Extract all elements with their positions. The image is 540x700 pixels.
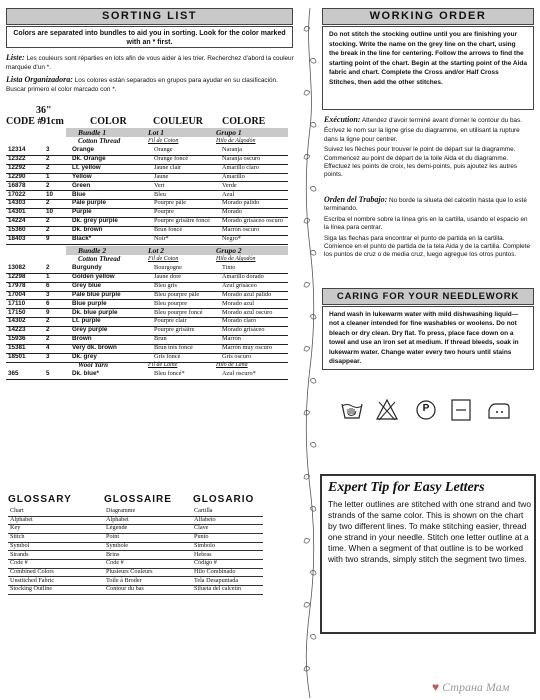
code-cell: 18403	[8, 235, 26, 242]
hand-wash-icon	[340, 398, 364, 422]
code-cell: 17110	[8, 299, 26, 307]
vine-leaf	[304, 410, 310, 415]
color-fr-cell: Vert	[154, 181, 165, 189]
skeins-cell: 2	[46, 199, 50, 207]
code-cell: 13082	[8, 264, 26, 271]
vine-leaf	[310, 314, 316, 319]
color-en-cell: Dk. blue*	[72, 370, 99, 377]
color-es-cell: Amarillo claro	[222, 163, 259, 171]
skeins-cell: 9	[46, 235, 50, 242]
thread-1-fr: Fil de Coton	[148, 138, 179, 144]
dry-clean-letter: P	[422, 403, 430, 414]
skeins-cell: 4	[46, 344, 50, 352]
color-en-cell: Pale purple	[72, 199, 106, 207]
glossary-table	[8, 507, 263, 597]
color-fr-cell: Brun	[154, 335, 167, 343]
color-en-cell: Orange	[72, 146, 95, 153]
bundle-2-header	[66, 246, 288, 255]
bundle-2-fr: Lot 2	[148, 246, 165, 255]
glossary-fr-cell: Alphabet	[106, 515, 129, 523]
skeins-cell: 3	[46, 290, 50, 298]
color-fr-cell: Bleu gris	[154, 281, 177, 289]
glossary-en-cell: Code #	[10, 559, 28, 567]
glossary-es-cell: Cartilla	[194, 507, 213, 514]
watermark-heart-icon: ♥	[432, 680, 440, 694]
bundle-2-en: Bundle 2	[78, 246, 107, 255]
color-en-cell: Blue	[72, 190, 86, 198]
color-es-cell: Azul	[222, 190, 235, 198]
color-es-cell: Amarillo dorado	[222, 272, 264, 280]
color-fr-cell: Jaune clair	[154, 163, 182, 171]
color-fr-cell: Bleu pourpre foncé	[154, 308, 203, 316]
thread-1-en: Cotton Thread	[78, 137, 121, 145]
expert-tip-text: The letter outlines are stitched with one strand and two strands of the same color. This is shown on the chart by two different lines. To make stitching easier, thread one strand in your needle. Stitch one letter outline at a time. When a segment of that outline is to be worked with two strands, simply stitch the segment two times.	[328, 499, 531, 564]
color-es-cell: Naranja oscuro	[222, 154, 261, 162]
skeins-cell: 2	[46, 163, 50, 171]
glossary-row	[8, 585, 263, 595]
color-en-cell: Very dk. brown	[72, 344, 117, 352]
vine-leaf	[310, 506, 316, 511]
color-en-cell: Black*	[72, 235, 92, 242]
color-fr-cell: Orange foncé	[154, 154, 189, 162]
bundle-2-es: Grupo 2	[216, 246, 242, 255]
watermark-text: Страна Мам	[442, 680, 510, 694]
glossary-es-cell: Código #	[194, 559, 217, 567]
sorting-intro: Colors are separated into bundles to aid you in sorting. Look for the color marked with an * first.	[6, 26, 293, 48]
skeins-cell: 2	[46, 326, 50, 334]
vine-leaf	[304, 538, 310, 543]
color-en-cell: Burgundy	[72, 264, 102, 271]
color-fr-cell: Bleu	[154, 190, 166, 198]
skeins-cell: 2	[46, 226, 50, 234]
code-cell: 14223	[8, 326, 26, 334]
color-en-cell: Blue purple	[72, 299, 107, 307]
col-couleur: COULEUR	[153, 116, 204, 127]
sorting-spanish-note: Lista Organizadora: Los colores están separados en grupos para ayudar en su clasificación. Buscar primero el color marcado con *.	[6, 75, 278, 93]
color-fr-cell: Gris foncé	[154, 353, 181, 360]
code-cell: 14302	[8, 317, 26, 325]
code-cell: 17978	[8, 281, 26, 289]
wool-fr: Fil de Laine	[148, 362, 178, 368]
vine-leaf	[310, 122, 316, 127]
color-es-cell: Morado grisáceo	[222, 326, 265, 334]
code-cell: 15936	[8, 335, 26, 343]
glossary-fr-cell: Toile à Broder	[106, 576, 142, 584]
color-en-cell: Grey blue	[72, 281, 102, 289]
glossary-en-cell: Strands	[10, 550, 29, 558]
glossary-fr-cell: Symbole	[106, 541, 129, 549]
vine-divider	[303, 8, 317, 698]
code-cell: 14224	[8, 217, 26, 225]
color-es-cell: Tinto	[222, 264, 236, 271]
iron-medium-icon	[485, 398, 513, 422]
color-es-cell: Morado grisáceo oscuro	[222, 217, 283, 225]
skeins-cell: 5	[46, 370, 50, 377]
color-es-cell: Gris oscuro	[222, 353, 252, 360]
glossary-es-cell: Símbolo	[194, 541, 215, 549]
bundle-1-fr: Lot 1	[148, 128, 165, 137]
thread-2-fr: Fil de Coton	[148, 256, 179, 262]
color-es-cell: Morado claro	[222, 317, 257, 325]
glossary-fr-cell: Contour du bas	[106, 585, 144, 593]
color-es-cell: Verde	[222, 181, 237, 189]
glossary-en-cell: Unstitched Fabric	[10, 576, 55, 584]
table-row	[6, 235, 288, 245]
glossary-es-cell: Punto	[194, 533, 209, 541]
color-es-cell: Azul grisáceo	[222, 281, 257, 289]
glossary-en-cell: Alphabet	[10, 515, 33, 523]
code-cell: 17004	[8, 290, 26, 298]
glossary-en-cell: Combined Colors	[10, 567, 54, 575]
color-fr-cell: Brun très foncé	[154, 344, 193, 352]
code-cell: 12292	[8, 163, 26, 171]
working-order-title: WORKING ORDER	[322, 8, 534, 25]
glossary-en-cell: Chart	[10, 507, 24, 514]
color-es-cell: Marrón oscuro	[222, 226, 260, 234]
working-french: Exécution: Attendez d'avoir terminé avant d'orner le contour du bas. Écrivez le nom sur la ligne grise du diagramme, en utilisant la rupture dans la ligne pour centrer. Suivez les flèches pour trouver le point de départ sur la diagramme. Commencez au point de départ de la toile Aida et du diagramme. Effectuez les points de croix, les demi-points, puis ajoutez les autres points.	[324, 115, 523, 179]
color-en-cell: Dk. blue purple	[72, 308, 118, 316]
skeins-cell: 1	[46, 172, 50, 180]
skeins-cell: 2	[46, 335, 50, 343]
caring-title: CARING FOR YOUR NEEDLEWORK	[322, 288, 534, 305]
dry-flat-icon	[450, 398, 472, 422]
code-cell: 14303	[8, 199, 26, 207]
color-fr-cell: Noir*	[154, 235, 169, 242]
thread-2-header	[66, 255, 288, 264]
skeins-cell: 2	[46, 317, 50, 325]
color-es-cell: Morado	[222, 208, 242, 216]
color-fr-cell: Pourpre grisâtre	[154, 326, 195, 334]
color-es-cell: Negro*	[222, 235, 241, 242]
glossary-fr-cell: Code #	[106, 559, 124, 567]
thread-2-es: Hilo de Algodón	[216, 256, 256, 262]
col-code: CODE #	[6, 116, 43, 127]
color-en-cell: Dk. grey	[72, 353, 97, 360]
skeins-cell: 6	[46, 281, 50, 289]
color-en-cell: Green	[72, 181, 91, 189]
glossary-es-cell: Clave	[194, 524, 209, 532]
skeins-cell: 3	[46, 146, 50, 153]
color-es-cell: Morado pálido	[222, 199, 260, 207]
color-fr-cell: Bleu foncé*	[154, 370, 185, 377]
code-cell: 15381	[8, 344, 26, 352]
color-fr-cell: Bleu pourpre	[154, 299, 188, 307]
vine-leaf	[304, 282, 310, 287]
color-en-cell: Yellow	[72, 172, 92, 180]
glossary-en-cell: Stocking Outline	[10, 585, 53, 593]
code-cell: 17150	[8, 308, 26, 316]
vine-leaf	[310, 58, 316, 63]
col-size-top: 36"	[36, 105, 52, 116]
vine-leaf	[310, 442, 316, 447]
watermark	[432, 680, 509, 695]
color-en-cell: Lt. yellow	[72, 163, 101, 171]
vine-leaf	[310, 186, 316, 191]
skeins-cell: 10	[46, 208, 54, 216]
color-en-cell: Lt. purple	[72, 317, 101, 325]
color-fr-cell: Pourpre pâle	[154, 199, 186, 207]
wool-yarn-header	[66, 361, 288, 370]
skeins-cell: 1	[46, 272, 50, 280]
glossary-heading-fr: GLOSSAIRE	[104, 494, 172, 505]
skeins-cell: 10	[46, 190, 54, 198]
vine-leaf	[310, 378, 316, 383]
working-order-text: Do not stitch the stocking outline until you are finishing your stocking. Write the name on the grey line on the chart, using the break in the line for centering. Follow the arrows to find the starting point of the chart. Begin at the starting point of the Aida fabric and chart. Complete the Cross and/or Half Cross Stitches, then add the other stitches.	[322, 26, 534, 110]
color-en-cell: Dk. Orange	[72, 154, 106, 162]
color-es-cell: Azul oscuro*	[222, 370, 256, 377]
col-size: 91cm	[41, 116, 64, 127]
color-fr-cell: Bleu pourpre pâle	[154, 290, 200, 298]
code-cell: 12298	[8, 272, 26, 280]
glossary-en-cell: Symbol	[10, 541, 30, 549]
col-color: COLOR	[90, 116, 127, 127]
sorting-list-title: SORTING LIST	[6, 8, 293, 25]
color-en-cell: Dk. brown	[72, 226, 103, 234]
bundle-1-en: Bundle 1	[78, 128, 107, 137]
code-cell: 12290	[8, 172, 26, 180]
code-cell: 12322	[8, 154, 26, 162]
skeins-cell: 3	[46, 353, 50, 360]
bundle-1-es: Grupo 1	[216, 128, 242, 137]
color-fr-cell: Jaune	[154, 172, 169, 180]
glossary-heading-es: GLOSARIO	[193, 494, 255, 505]
table-row	[6, 370, 288, 380]
vine-leaf	[304, 346, 310, 351]
color-es-cell: Amarillo	[222, 172, 245, 180]
col-colore: COLORE	[222, 116, 266, 127]
glossary-es-cell: Silueta del calcetín	[194, 585, 242, 593]
color-en-cell: Purple	[72, 208, 92, 216]
glossary-es-cell: Tela Desapuntada	[194, 576, 239, 584]
color-fr-cell: Pourpre grisâtre foncé	[154, 217, 210, 225]
glossary-es-cell: Hilo Combinado	[194, 567, 236, 575]
color-en-cell: Dk. grey purple	[72, 217, 118, 225]
glossary-fr-cell: Légende	[106, 524, 128, 532]
color-es-cell: Marrón muy oscuro	[222, 344, 273, 352]
color-es-cell: Marrón	[222, 335, 241, 343]
color-fr-cell: Brun foncé	[154, 226, 183, 234]
color-en-cell: Brown	[72, 335, 92, 343]
wool-en: Wool Yarn	[78, 361, 109, 369]
glossary-en-cell: Stitch	[10, 533, 25, 541]
vine-leaf	[304, 90, 310, 95]
glossary-heading-en: GLOSSARY	[8, 494, 72, 505]
thread-1-header	[66, 137, 288, 146]
color-es-cell: Morado azul	[222, 299, 254, 307]
working-spanish: Orden del Trabajo: No borde la silueta del calcetín hasta que lo esté terminando. Escriba el nombre sobre la línea gris en la cartilla, usando el espacio en la línea para centrar. Siga las flechas para encontrar el punto de partida en la cartilla. Comience en el punto de partida de la tela Aida y de la cartilla. Complete los puntos de cruz o de media cruz, luego agregue los otros puntos.	[324, 195, 531, 259]
color-en-cell: Golden yellow	[72, 272, 115, 280]
color-es-cell: Morado azul pálido	[222, 290, 272, 298]
color-fr-cell: Jaune doré	[154, 272, 182, 280]
code-cell: 14301	[8, 208, 26, 216]
color-table	[6, 128, 290, 388]
vine-leaf	[304, 602, 310, 607]
glossary-fr-cell: Diagramme	[106, 507, 136, 514]
code-cell: 15360	[8, 226, 26, 234]
vine-leaf	[310, 634, 316, 639]
expert-tip-title: Expert Tip for Easy Letters	[328, 480, 485, 495]
code-cell: 16878	[8, 181, 26, 189]
no-bleach-icon	[375, 398, 399, 422]
skeins-cell: 2	[46, 217, 50, 225]
skeins-cell: 2	[46, 264, 50, 271]
color-fr-cell: Pourpre clair	[154, 317, 187, 325]
code-cell: 365	[8, 370, 19, 377]
wool-es: Hilo de Lana	[216, 362, 248, 368]
color-fr-cell: Pourpre	[154, 208, 174, 216]
code-cell: 17022	[8, 190, 26, 198]
color-en-cell: Pale blue purple	[72, 290, 121, 298]
skeins-cell: 2	[46, 154, 50, 162]
skeins-cell: 6	[46, 299, 50, 307]
color-en-cell: Grey purple	[72, 326, 108, 334]
skeins-cell: 2	[46, 181, 50, 189]
code-cell: 12314	[8, 146, 26, 153]
color-es-cell: Morado azul oscuro	[222, 308, 273, 316]
glossary-fr-cell: Plusieurs Couleurs	[106, 567, 153, 575]
thread-2-en: Cotton Thread	[78, 255, 121, 263]
glossary-fr-cell: Brins	[106, 550, 120, 558]
caring-text: Hand wash in lukewarm water with mild dishwashing liquid—not a cleaner intended for fine washables or woolens. Do not bleach or dry clean. Dry flat. To press, place face down on a towel and use an iron set at medium. If thread bleeds, soak in lukewarm water. Change water every two hours until stains disappear.	[322, 306, 534, 370]
glossary-fr-cell: Point	[106, 533, 120, 541]
glossary-es-cell: Alfabeto	[194, 515, 216, 523]
color-fr-cell: Orange	[154, 146, 173, 153]
color-fr-cell: Bourgogne	[154, 264, 182, 271]
glossary-en-cell: Key	[10, 524, 21, 532]
expert-tip-box	[320, 474, 536, 634]
thread-1-es: Hilo de Algodón	[216, 138, 256, 144]
sorting-french-note: Liste: Les couleurs sont réparties en lots afin de vous aider à les trier. Recherchez d'abord la couleur marquée d'un *.	[6, 53, 294, 71]
color-es-cell: Naranja	[222, 146, 242, 153]
code-cell: 18501	[8, 353, 26, 360]
skeins-cell: 9	[46, 308, 50, 316]
glossary-es-cell: Hebras	[194, 550, 212, 558]
bundle-1-header	[66, 128, 288, 137]
